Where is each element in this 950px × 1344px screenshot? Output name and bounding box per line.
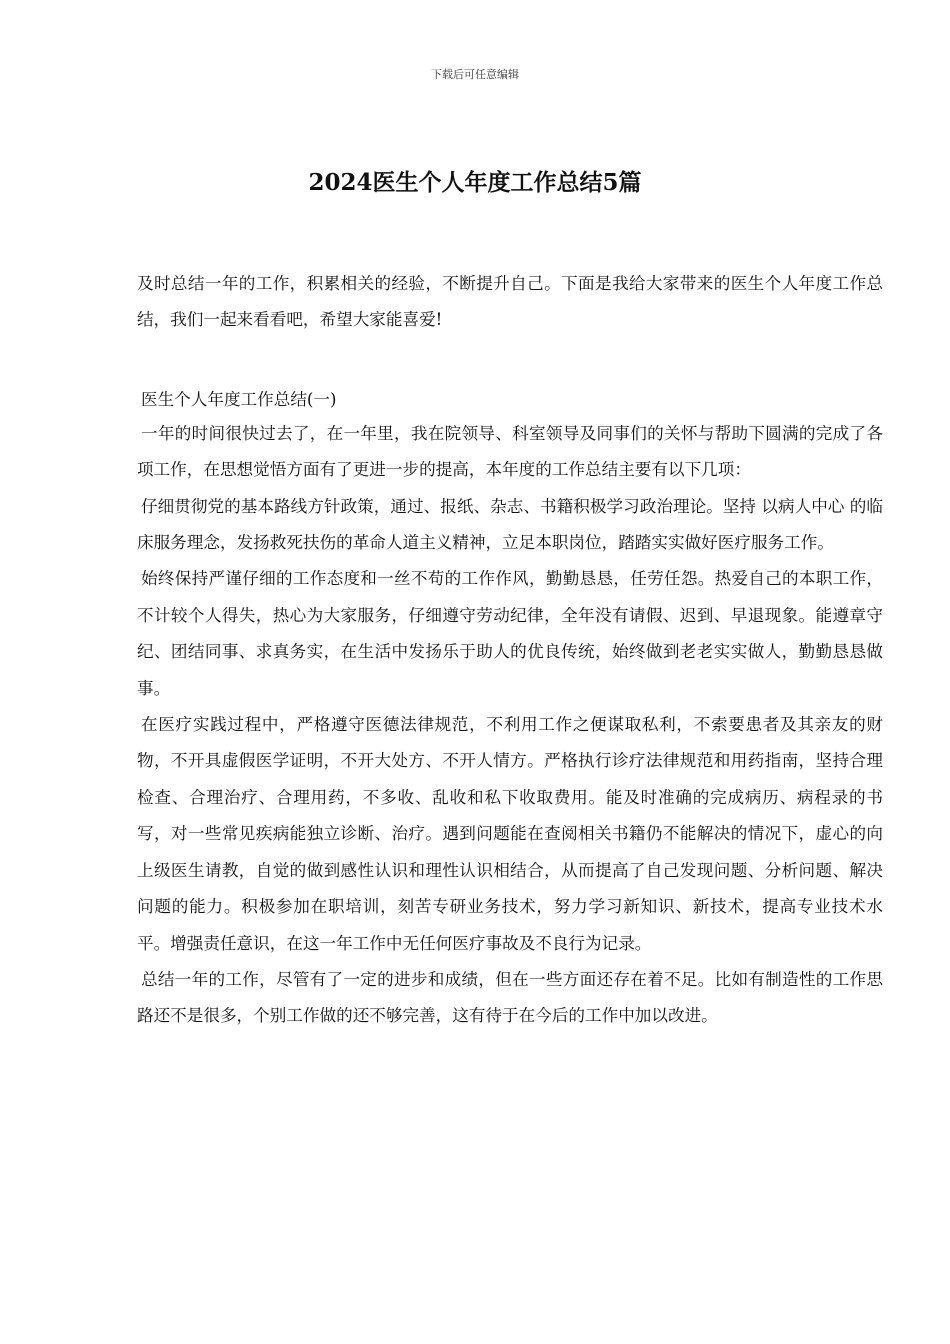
body-paragraph-4: 在医疗实践过程中，严格遵守医德法律规范，不利用工作之便谋取私利，不索要患者及其亲友的财物，不开具虚假医学证明，不开大处方、不开人情方。严格执行诊疗法律规范和用药指南，坚持合理检查、合理治疗、合理用药，不多收、乱收和私下收取费用。能及时准确的完成病历、病程录的书写，对一些常见疾病能独立诊断、治疗。遇到问题能在查阅相关书籍仍不能解决的情况下，虚心的向上级医生请教，自觉的做到感性认识和理性认识相结合，从而提高了自己发现问题、分析问题、解决问题的能力。积极参加在职培训，刻苦专研业务技术，努力学习新知识、新技术，提高专业技术水平。增强责任意识，在这一年工作中无任何医疗事故及不良行为记录。 [137,715,883,953]
paragraph-spacer [137,339,883,383]
intro-paragraph: 及时总结一年的工作，积累相关的经验，不断提升自己。下面是我给大家带来的医生个人年度工作总结，我们一起来看看吧，希望大家能喜爱! [137,274,883,330]
document-title: 2024医生个人年度工作总结5篇 [308,169,642,196]
section-heading: 医生个人年度工作总结(一) [141,389,337,409]
body-paragraph-5: 总结一年的工作，尽管有了一定的进步和成绩，但在一些方面还存在着不足。比如有制造性的工作思路还不是很多，个别工作做的还不够完善，这有待于在今后的工作中加以改进。 [137,969,883,1026]
page-header-note: 下载后可任意编辑 [431,68,519,81]
document-body [137,266,883,1035]
body-paragraph-3: 始终保持严谨仔细的工作态度和一丝不苟的工作作风，勤勤恳恳，任劳任怨。热爱自己的本职工作，不计较个人得失，热心为大家服务，仔细遵守劳动纪律，全年没有请假、迟到、早退现象。能遵章守纪、团结同事、求真务实，在生活中发扬乐于助人的优良传统，始终做到老老实实做人，勤勤恳恳做事。 [137,569,883,698]
body-paragraph-2: 仔细贯彻党的基本路线方针政策，通过、报纸、杂志、书籍积极学习政治理论。坚持 以病人中心 的临床服务理念，发扬救死扶伤的革命人道主义精神，立足本职岗位，踏踏实实做好医疗服务工作。 [137,496,883,553]
body-paragraph-1: 一年的时间很快过去了，在一年里，我在院领导、科室领导及同事们的关怀与帮助下圆满的完成了各项工作，在思想觉悟方面有了更进一步的提高，本年度的工作总结主要有以下几项： [137,423,883,480]
